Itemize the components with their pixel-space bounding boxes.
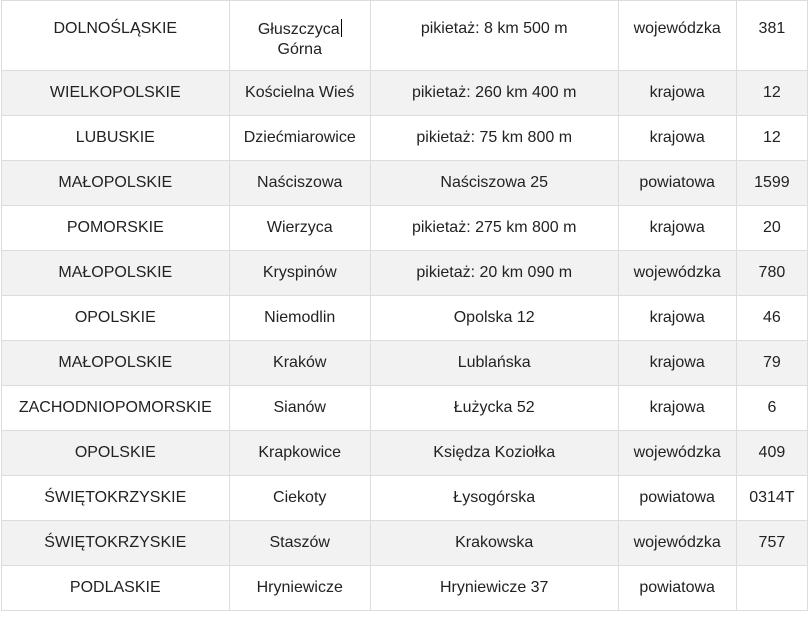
number-cell[interactable]: 409 bbox=[736, 431, 807, 476]
location-cell[interactable]: pikietaż: 20 km 090 m bbox=[370, 251, 618, 296]
town-cell[interactable]: Niemodlin bbox=[229, 296, 370, 341]
table-row bbox=[2, 161, 808, 206]
town-cell[interactable]: Staszów bbox=[229, 521, 370, 566]
number-cell[interactable]: 0314T bbox=[736, 476, 807, 521]
location-cell[interactable]: pikietaż: 75 km 800 m bbox=[370, 116, 618, 161]
category-cell[interactable]: krajowa bbox=[618, 296, 736, 341]
table-row bbox=[2, 431, 808, 476]
town-cell[interactable]: Dziećmiarowice bbox=[229, 116, 370, 161]
category-cell[interactable]: wojewódzka bbox=[618, 431, 736, 476]
table-row bbox=[2, 251, 808, 296]
number-cell[interactable] bbox=[736, 566, 807, 611]
number-cell[interactable]: 6 bbox=[736, 386, 807, 431]
town-cell[interactable]: Krapkowice bbox=[229, 431, 370, 476]
table-row bbox=[2, 206, 808, 251]
number-cell[interactable]: 20 bbox=[736, 206, 807, 251]
town-cell[interactable]: Hryniewicze bbox=[229, 566, 370, 611]
region-cell[interactable]: ŚWIĘTOKRZYSKIE bbox=[2, 521, 230, 566]
location-cell[interactable]: Naściszowa 25 bbox=[370, 161, 618, 206]
roads-table bbox=[1, 0, 808, 611]
region-cell[interactable]: PODLASKIE bbox=[2, 566, 230, 611]
number-cell[interactable]: 1599 bbox=[736, 161, 807, 206]
table-row bbox=[2, 566, 808, 611]
roads-table-body bbox=[2, 1, 808, 611]
region-cell[interactable]: OPOLSKIE bbox=[2, 431, 230, 476]
number-cell[interactable]: 12 bbox=[736, 116, 807, 161]
town-cell[interactable]: Sianów bbox=[229, 386, 370, 431]
location-cell[interactable]: pikietaż: 260 km 400 m bbox=[370, 71, 618, 116]
category-cell[interactable]: krajowa bbox=[618, 386, 736, 431]
category-cell[interactable]: wojewódzka bbox=[618, 1, 736, 71]
location-cell[interactable]: pikietaż: 275 km 800 m bbox=[370, 206, 618, 251]
location-cell[interactable]: Lublańska bbox=[370, 341, 618, 386]
region-cell[interactable]: DOLNOŚLĄSKIE bbox=[2, 1, 230, 71]
location-cell[interactable]: Opolska 12 bbox=[370, 296, 618, 341]
table-row bbox=[2, 476, 808, 521]
category-cell[interactable]: powiatowa bbox=[618, 566, 736, 611]
category-cell[interactable]: krajowa bbox=[618, 116, 736, 161]
region-cell[interactable]: WIELKOPOLSKIE bbox=[2, 71, 230, 116]
table-row bbox=[2, 296, 808, 341]
category-cell[interactable]: krajowa bbox=[618, 206, 736, 251]
region-cell[interactable]: POMORSKIE bbox=[2, 206, 230, 251]
location-cell[interactable]: Hryniewicze 37 bbox=[370, 566, 618, 611]
table-row bbox=[2, 521, 808, 566]
table-row bbox=[2, 341, 808, 386]
category-cell[interactable]: powiatowa bbox=[618, 476, 736, 521]
table-row bbox=[2, 116, 808, 161]
town-cell-text: Głuszczyca Górna bbox=[257, 21, 340, 58]
region-cell[interactable]: OPOLSKIE bbox=[2, 296, 230, 341]
location-cell[interactable]: Łużycka 52 bbox=[370, 386, 618, 431]
number-cell[interactable]: 780 bbox=[736, 251, 807, 296]
category-cell[interactable]: wojewódzka bbox=[618, 251, 736, 296]
number-cell[interactable]: 381 bbox=[736, 1, 807, 71]
category-cell[interactable]: krajowa bbox=[618, 71, 736, 116]
region-cell[interactable]: ZACHODNIOPOMORSKIE bbox=[2, 386, 230, 431]
region-cell[interactable]: MAŁOPOLSKIE bbox=[2, 341, 230, 386]
region-cell[interactable]: LUBUSKIE bbox=[2, 116, 230, 161]
town-cell[interactable]: Ciekoty bbox=[229, 476, 370, 521]
town-cell[interactable]: Kryspinów bbox=[229, 251, 370, 296]
text-cursor bbox=[341, 19, 342, 37]
location-cell[interactable]: Łysogórska bbox=[370, 476, 618, 521]
category-cell[interactable]: wojewódzka bbox=[618, 521, 736, 566]
town-cell[interactable]: Kościelna Wieś bbox=[229, 71, 370, 116]
table-row bbox=[2, 71, 808, 116]
category-cell[interactable]: krajowa bbox=[618, 341, 736, 386]
town-cell[interactable]: Naściszowa bbox=[229, 161, 370, 206]
region-cell[interactable]: ŚWIĘTOKRZYSKIE bbox=[2, 476, 230, 521]
number-cell[interactable]: 757 bbox=[736, 521, 807, 566]
town-cell[interactable] bbox=[229, 1, 370, 71]
number-cell[interactable]: 46 bbox=[736, 296, 807, 341]
location-cell[interactable]: pikietaż: 8 km 500 m bbox=[370, 1, 618, 71]
category-cell[interactable]: powiatowa bbox=[618, 161, 736, 206]
town-cell[interactable]: Wierzyca bbox=[229, 206, 370, 251]
table-row bbox=[2, 386, 808, 431]
location-cell[interactable]: Księdza Koziołka bbox=[370, 431, 618, 476]
location-cell[interactable]: Krakowska bbox=[370, 521, 618, 566]
table-row bbox=[2, 1, 808, 71]
region-cell[interactable]: MAŁOPOLSKIE bbox=[2, 251, 230, 296]
number-cell[interactable]: 12 bbox=[736, 71, 807, 116]
region-cell[interactable]: MAŁOPOLSKIE bbox=[2, 161, 230, 206]
number-cell[interactable]: 79 bbox=[736, 341, 807, 386]
town-cell[interactable]: Kraków bbox=[229, 341, 370, 386]
